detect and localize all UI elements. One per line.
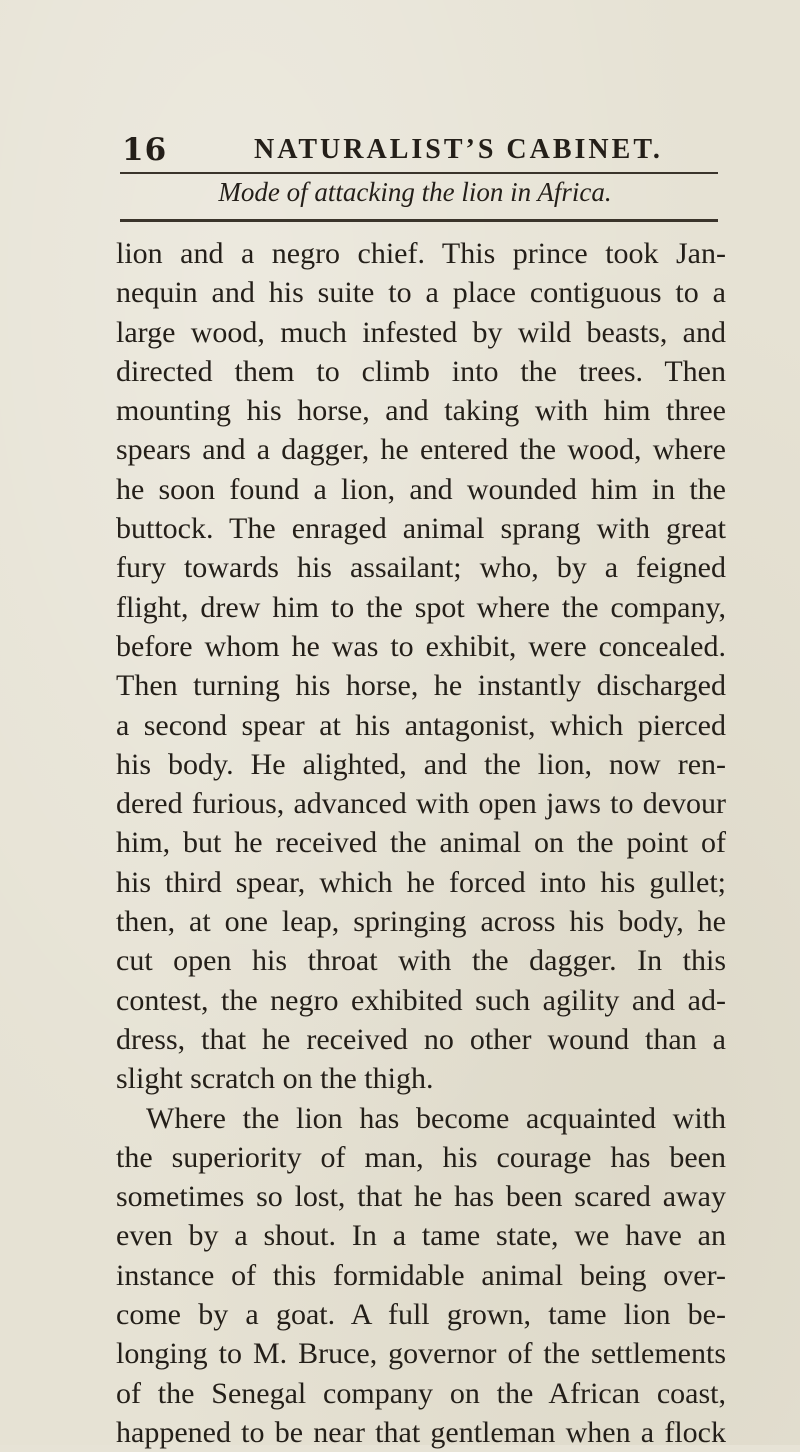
text-line: a second spear at his antagonist, which pierced	[116, 708, 726, 742]
text-line: nequin and his suite to a place contiguous to a	[116, 276, 726, 310]
text-line: come by a goat. A full grown, tame lion be-	[116, 1298, 726, 1332]
text-line: his body. He alighted, and the lion, now ren-	[116, 747, 726, 781]
text-line: longing to M. Bruce, governor of the settlements	[116, 1337, 726, 1371]
section-subheading: Mode of attacking the lion in Africa.	[218, 177, 612, 207]
text-line: the superiority of man, his courage has been	[116, 1140, 726, 1174]
text-line: fury towards his assailant; who, by a feigned	[116, 551, 726, 585]
text-line: flight, drew him to the spot where the company,	[116, 590, 726, 624]
text-line: of the Senegal company on the African coast,	[116, 1376, 726, 1410]
body-text	[116, 234, 726, 1452]
text-line: lion and a negro chief. This prince took Jan-	[116, 237, 726, 270]
paragraph-start-line: Where the lion has become acquainted with	[146, 1101, 726, 1135]
text-line: his third spear, which he forced into his gullet;	[116, 865, 726, 899]
text-line: dress, that he received no other wound than a	[116, 1022, 726, 1056]
text-line: even by a shout. In a tame state, we have an	[116, 1219, 726, 1253]
text-line: slight scratch on the thigh.	[116, 1062, 434, 1096]
subheading-rule	[120, 219, 718, 222]
text-line: mounting his horse, and taking with him three	[116, 394, 726, 428]
text-line: spears and a dagger, he entered the wood, where	[116, 433, 726, 467]
text-line: sometimes so lost, that he has been scared away	[116, 1180, 726, 1214]
text-line: him, but he received the animal on the point of	[116, 826, 726, 860]
text-line: large wood, much infested by wild beasts, and	[116, 315, 726, 349]
text-line: buttock. The enraged animal sprang with great	[116, 512, 726, 546]
text-line: then, at one leap, springing across his body, he	[116, 905, 726, 939]
page-number: 16	[122, 132, 168, 168]
header-rule	[120, 172, 718, 174]
text-line: instance of this formidable animal being over-	[116, 1258, 726, 1292]
text-line: happened to be near that gentleman when a flock	[116, 1415, 726, 1449]
text-line: he soon found a lion, and wounded him in the	[116, 472, 726, 506]
text-line: Then turning his horse, he instantly discharged	[116, 669, 726, 703]
running-head-title: NATURALIST’S CABINET.	[254, 134, 663, 165]
text-line: directed them to climb into the trees. Then	[116, 354, 726, 388]
text-line: before whom he was to exhibit, were concealed.	[116, 629, 726, 663]
text-line: dered furious, advanced with open jaws to devour	[116, 787, 726, 821]
text-line: cut open his throat with the dagger. In this	[116, 944, 726, 978]
running-head	[122, 130, 712, 172]
text-line: contest, the negro exhibited such agility and ad-	[116, 983, 726, 1017]
